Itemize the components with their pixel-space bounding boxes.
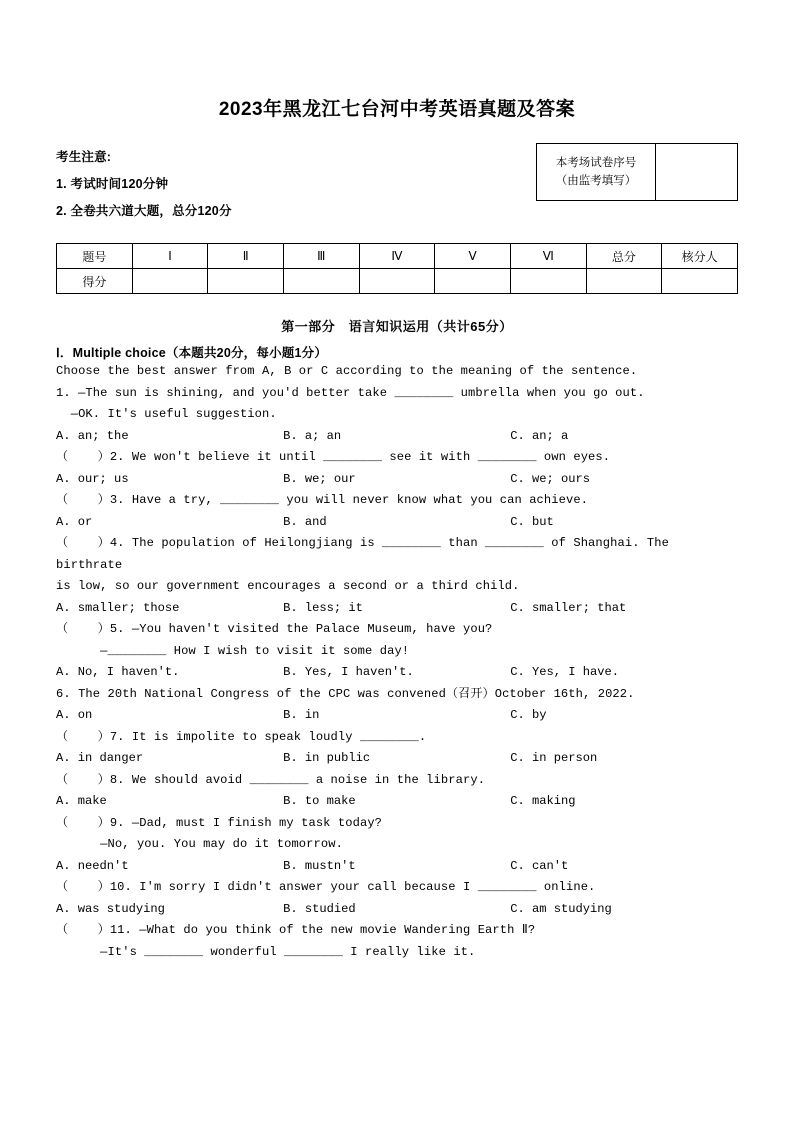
option-row xyxy=(56,426,738,448)
score-table-row-label: 得分 xyxy=(57,269,133,294)
option-c[interactable]: C. we; ours xyxy=(510,471,591,486)
option-b[interactable]: B. and xyxy=(283,514,327,529)
option-b[interactable]: B. mustn't xyxy=(283,858,356,873)
option-b[interactable]: B. we; our xyxy=(283,471,356,486)
score-table-header-0: 题号 xyxy=(57,244,133,269)
option-row xyxy=(56,899,738,921)
question-item xyxy=(56,727,738,770)
exam-hall-serial-box xyxy=(536,143,738,201)
option-c[interactable]: C. but xyxy=(510,514,554,529)
option-a[interactable]: A. was studying xyxy=(56,901,165,916)
notice-item-2: 2. 全卷共六道大题，总分120分 xyxy=(56,204,232,218)
question-item xyxy=(56,533,738,619)
option-row xyxy=(56,469,738,491)
score-table-header-2: Ⅱ xyxy=(208,244,284,269)
option-b[interactable]: B. in public xyxy=(283,751,371,766)
question-item xyxy=(56,684,738,727)
score-table-header-1: Ⅰ xyxy=(132,244,208,269)
question-text: （ ）4. The population of Heilongjiang is ________ than ________ of Shanghai. The birthrate xyxy=(56,536,677,572)
candidate-notice xyxy=(56,147,738,219)
question-text: 1. —The sun is shining, and you'd better take ________ umbrella when you go out. xyxy=(56,385,645,400)
score-cell-checker[interactable] xyxy=(662,269,738,294)
table-row-scores xyxy=(57,269,738,294)
exam-hall-serial-input[interactable] xyxy=(656,144,737,200)
page-title: 2023年黑龙江七台河中考英语真题及答案 xyxy=(218,99,576,120)
question-item xyxy=(56,813,738,878)
score-table-header-5: Ⅴ xyxy=(435,244,511,269)
instruction-text: Choose the best answer from A, B or C according to the meaning of the sentence. xyxy=(56,364,638,378)
option-a[interactable]: A. No, I haven't. xyxy=(56,665,180,680)
option-row xyxy=(56,705,738,727)
option-b[interactable]: B. a; an xyxy=(283,428,342,443)
option-c[interactable]: C. smaller; that xyxy=(510,600,627,615)
question-text: （ ）2. We won't believe it until ________ see it with ________ own eyes. xyxy=(56,450,611,465)
score-cell-3[interactable] xyxy=(283,269,359,294)
question-text: 6. The 20th National Congress of the CPC was convened（召开）October 16th, 2022. xyxy=(56,686,635,701)
option-c[interactable]: C. Yes, I have. xyxy=(510,665,620,680)
table-row-headers xyxy=(57,244,738,269)
part-title: 第一部分 语言知识运用（共计65分） xyxy=(281,319,513,334)
question-text: （ ）7. It is impolite to speak loudly ________. xyxy=(56,729,427,744)
option-row xyxy=(56,512,738,534)
option-a[interactable]: A. smaller; those xyxy=(56,600,180,615)
score-table-header-4: Ⅳ xyxy=(359,244,435,269)
question-list xyxy=(56,361,738,963)
score-cell-1[interactable] xyxy=(132,269,208,294)
option-row xyxy=(56,856,738,878)
question-item xyxy=(56,619,738,684)
question-item xyxy=(56,770,738,813)
question-item xyxy=(56,877,738,920)
question-text: —It's ________ wonderful ________ I really like it. xyxy=(56,944,476,959)
question-text: —________ How I wish to visit it some day! xyxy=(56,643,410,658)
question-item xyxy=(56,490,738,533)
score-cell-5[interactable] xyxy=(435,269,511,294)
notice-heading: 考生注意: xyxy=(56,150,112,164)
option-c[interactable]: C. making xyxy=(510,794,576,809)
score-cell-6[interactable] xyxy=(510,269,586,294)
option-b[interactable]: B. Yes, I haven't. xyxy=(283,665,414,680)
question-text: （ ）3. Have a try, ________ you will never know what you can achieve. xyxy=(56,493,589,508)
notice-item-1: 1. 考试时间120分钟 xyxy=(56,177,169,191)
question-text: —No, you. You may do it tomorrow. xyxy=(56,837,343,852)
exam-hall-label xyxy=(537,144,656,200)
question-item xyxy=(56,447,738,490)
option-b[interactable]: B. in xyxy=(283,708,320,723)
exam-hall-label-line1: 本考场试卷序号 xyxy=(555,156,637,169)
option-b[interactable]: B. to make xyxy=(283,794,356,809)
option-c[interactable]: C. an; a xyxy=(510,428,569,443)
question-text: （ ）11. —What do you think of the new movie Wandering Earth Ⅱ? xyxy=(56,923,536,938)
score-cell-2[interactable] xyxy=(208,269,284,294)
option-a[interactable]: A. make xyxy=(56,794,107,809)
option-a[interactable]: A. needn't xyxy=(56,858,129,873)
option-row xyxy=(56,662,738,684)
score-table-header-8: 核分人 xyxy=(662,244,738,269)
score-table-header-3: Ⅲ xyxy=(283,244,359,269)
question-text: （ ）9. —Dad, must I finish my task today? xyxy=(56,815,383,830)
question-item xyxy=(56,920,738,963)
question-text: （ ）8. We should avoid ________ a noise in the library. xyxy=(56,772,486,787)
option-row xyxy=(56,791,738,813)
option-c[interactable]: C. can't xyxy=(510,858,569,873)
option-row xyxy=(56,748,738,770)
option-row xyxy=(56,598,738,620)
score-table-header-6: Ⅵ xyxy=(510,244,586,269)
option-c[interactable]: C. in person xyxy=(510,751,598,766)
option-a[interactable]: A. or xyxy=(56,514,93,529)
score-cell-4[interactable] xyxy=(359,269,435,294)
option-c[interactable]: C. by xyxy=(510,708,547,723)
option-a[interactable]: A. in danger xyxy=(56,751,144,766)
score-table xyxy=(56,243,738,294)
option-c[interactable]: C. am studying xyxy=(510,901,612,916)
question-text: is low, so our government encourages a second or a third child. xyxy=(56,579,520,594)
question-item xyxy=(56,383,738,448)
section-title: Ⅰ．Multiple choice（本题共20分，每小题1分） xyxy=(56,346,328,360)
option-b[interactable]: B. studied xyxy=(283,901,356,916)
option-a[interactable]: A. on xyxy=(56,708,93,723)
question-text: （ ）10. I'm sorry I didn't answer your call because I ________ online. xyxy=(56,880,596,895)
score-table-header-7: 总分 xyxy=(586,244,662,269)
option-b[interactable]: B. less; it xyxy=(283,600,363,615)
option-a[interactable]: A. our; us xyxy=(56,471,129,486)
score-cell-total[interactable] xyxy=(586,269,662,294)
question-text: （ ）5. —You haven't visited the Palace Museum, have you? xyxy=(56,622,493,637)
option-a[interactable]: A. an; the xyxy=(56,428,129,443)
exam-hall-label-line2: （由监考填写） xyxy=(555,175,637,187)
question-text: —OK. It's useful suggestion. xyxy=(56,407,277,422)
